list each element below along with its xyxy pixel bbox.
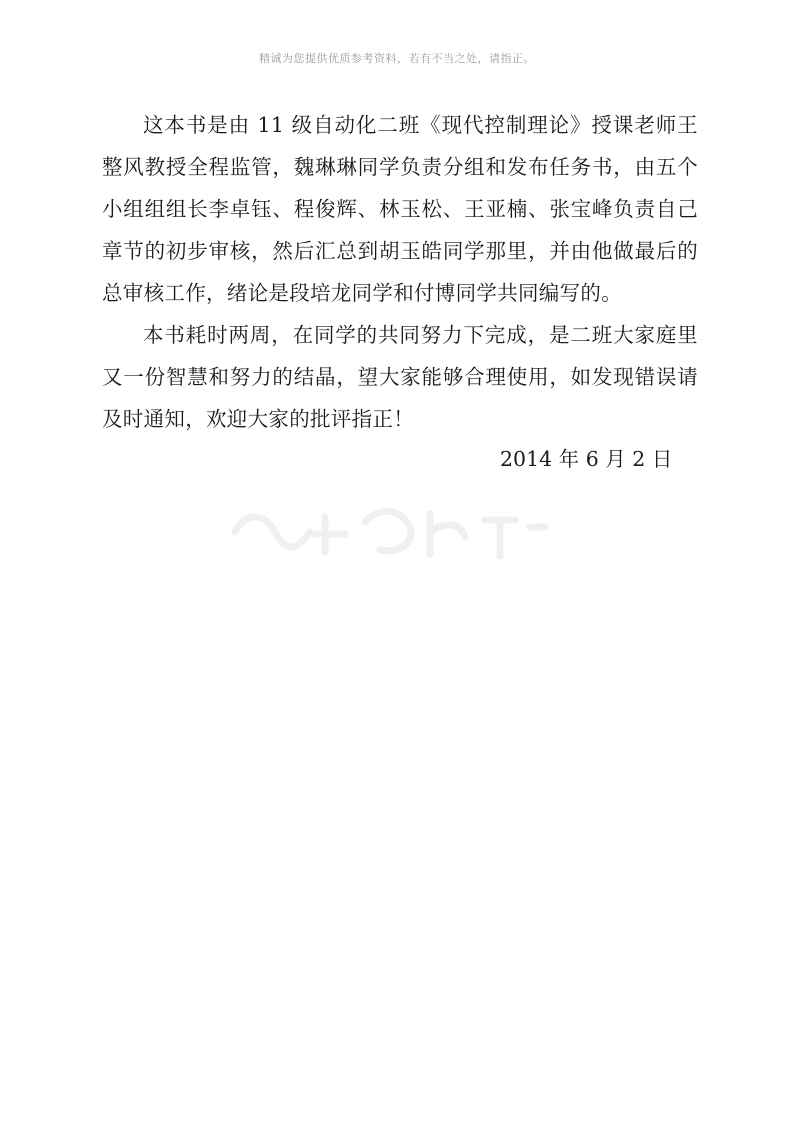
paragraph-1: 这本书是由 11 级自动化二班《现代控制理论》授课老师王整风教授全程监管，魏琳琳同学负责分组和发布任务书，由五个小组组组长李卓钰、程俊辉、林玉松、王亚楠、张宝峰负责自己章节的初步审核，然后汇总到胡玉皓同学那里，并由他做最后的总审核工作，绪论是段培龙同学和付博同学共同编写的。: [102, 113, 698, 305]
header-watermark: 精诚为您提供优质参考资料，若有不当之处，请指正。: [259, 52, 535, 65]
document-body: [102, 104, 698, 440]
faint-watermark-image: [215, 492, 555, 572]
paragraph-2: 本书耗时两周，在同学的共同努力下完成，是二班大家庭里又一份智慧和努力的结晶，望大家能够合理使用，如发现错误请及时通知，欢迎大家的批评指正！: [102, 323, 698, 431]
signature-date: 2014 年 6 月 2 日: [500, 447, 673, 471]
